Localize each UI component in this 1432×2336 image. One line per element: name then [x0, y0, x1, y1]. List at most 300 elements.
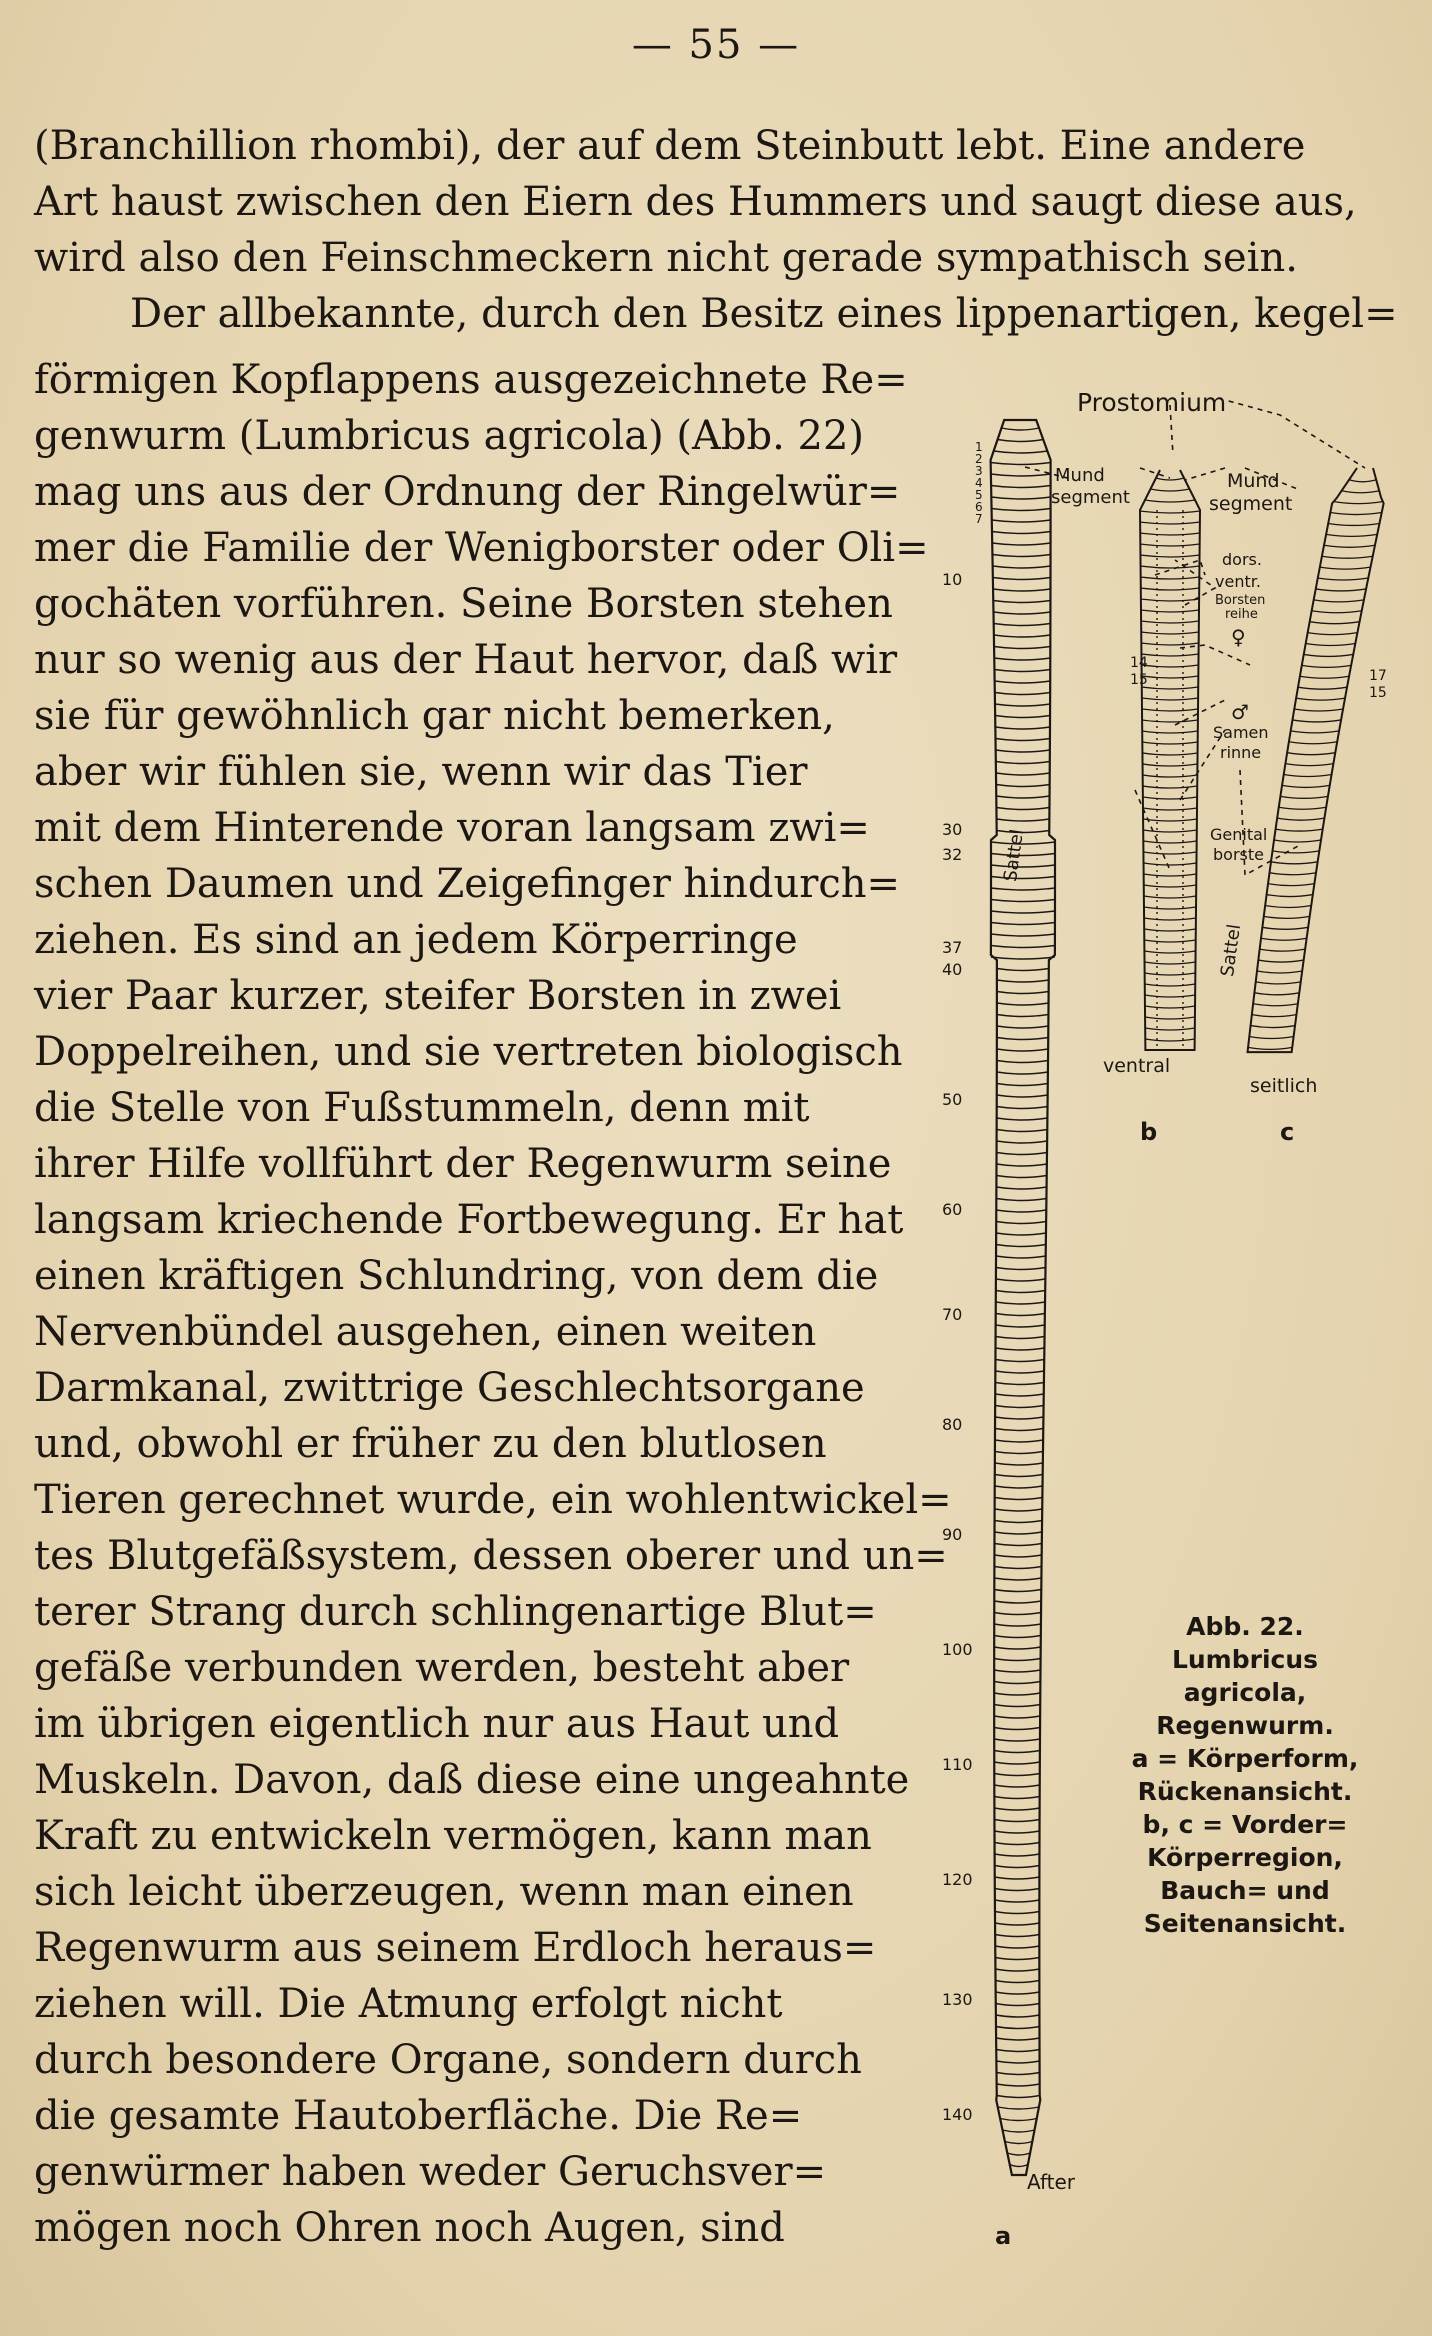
worm-c-segment [1334, 502, 1382, 504]
worm-b-segment [1143, 775, 1198, 777]
caption-title: Abb. 22. [1186, 1612, 1304, 1641]
worm-b-segment [1145, 1006, 1195, 1008]
worm-a-segment [994, 1751, 1040, 1753]
worm-b-segment [1141, 610, 1199, 612]
worm-a-segment [996, 1314, 1045, 1316]
segment-number: 80 [942, 1415, 963, 1434]
text-line: mer die Familie der Wenigborster oder Oli= [34, 525, 929, 571]
worm-a-segment [996, 785, 1050, 787]
worm-a-segment [997, 1095, 1048, 1097]
text-line: Doppelreihen, und sie vertreten biologisch [34, 1029, 903, 1075]
text-line: genwürmer haben weder Geruchsver= [34, 2149, 827, 2195]
worm-a-segment [996, 1210, 1046, 1212]
worm-a-segment [995, 1452, 1043, 1454]
text-line: tes Blutgefäßsystem, dessen oberer und un= [34, 1533, 948, 1579]
worm-c-segment [1292, 720, 1341, 722]
worm-c-segment [1316, 589, 1366, 591]
label-seitlich: seitlich [1250, 1075, 1318, 1097]
caption-line: Seitenansicht. [1143, 1909, 1347, 1938]
worm-a-segment [996, 2027, 1039, 2029]
worm-a-segment [996, 2050, 1039, 2052]
worm-a-segment [995, 1958, 1039, 1960]
label-borsten-2: reihe [1225, 607, 1258, 622]
segment-number: 7 [975, 512, 983, 526]
worm-a-segment [995, 1935, 1039, 1937]
text-line: nur so wenig aus der Haut hervor, daß wir [34, 637, 898, 683]
worm-a-segment [996, 1164, 1046, 1166]
worm-b-segment [1145, 973, 1196, 975]
worm-a-segment [1005, 2142, 1032, 2144]
text-line: Regenwurm aus seinem Erdloch heraus= [34, 1925, 877, 1971]
segment-number-c: 17 [1369, 668, 1387, 684]
segment-number: 2 [975, 452, 983, 466]
segment-number: 32 [942, 845, 963, 864]
worm-a-segment [996, 1302, 1045, 1304]
worm-a-segment [997, 992, 1049, 994]
text-line: terer Strang durch schlingenartige Blut= [34, 1589, 877, 1635]
worm-a-segment [996, 796, 1049, 798]
worm-b-segment [1145, 962, 1196, 964]
label-ventral: ventral [1103, 1055, 1171, 1077]
worm-a-segment [995, 1371, 1044, 1373]
worm-a-segment [991, 923, 1055, 925]
segment-number: 50 [942, 1090, 963, 1109]
worm-c-segment [1270, 873, 1317, 875]
worm-c-segment [1287, 753, 1335, 755]
caption-line: agricola, [1183, 1678, 1307, 1707]
worm-c-segment [1257, 971, 1302, 973]
worm-b-segment [1144, 863, 1197, 865]
worm-a-segment [994, 1613, 1041, 1615]
worm-c-segment [1310, 622, 1360, 624]
worm-a-segment [994, 1762, 1040, 1764]
worm-a-segment [994, 1831, 1039, 1833]
worm-c-lateral-view [1248, 468, 1384, 1052]
text-line: gefäße verbunden werden, besteht aber [34, 1645, 850, 1691]
worm-b-segment [1141, 588, 1199, 590]
worm-a-segment [996, 1981, 1040, 1983]
worm-a-segment [994, 1728, 1040, 1730]
segment-number: 120 [942, 1870, 973, 1889]
worm-a-segment [995, 1348, 1044, 1350]
text-line: mag uns aus der Ordnung der Ringelwür= [34, 469, 901, 515]
text-line: sich leicht überzeugen, wenn man einen [34, 1869, 854, 1915]
text-line: förmigen Kopflappens ausgezeichnete Re= [34, 357, 908, 403]
worm-a-segment [995, 1923, 1039, 1925]
label-dors: dors. [1222, 550, 1262, 569]
worm-c-segment [1308, 633, 1358, 635]
worm-c-segment [1276, 829, 1323, 831]
segment-number: 90 [942, 1525, 963, 1544]
worm-a-segment [997, 1130, 1048, 1132]
worm-a-segment [991, 474, 1051, 476]
worm-c-segment [1296, 698, 1345, 700]
worm-b-segment [1142, 676, 1199, 678]
worm-a-segment [995, 1866, 1040, 1868]
worm-b-segment [1145, 1028, 1195, 1030]
worm-a-segment [997, 1049, 1048, 1051]
worm-a-segment [994, 1682, 1040, 1684]
worm-c-outline [1248, 468, 1384, 1052]
segment-number: 130 [942, 1990, 973, 2009]
worm-a-segment [996, 1256, 1046, 1258]
worm-a-segment [995, 1429, 1043, 1431]
worm-c-segment [1279, 807, 1326, 809]
worm-a-segment [997, 1141, 1048, 1143]
worm-c-segment [1262, 927, 1308, 929]
label-mund-c-1: Mund [1227, 470, 1280, 492]
worm-a-segment [995, 1877, 1040, 1879]
worm-a-segment [996, 1233, 1046, 1235]
worm-b-segment [1142, 709, 1198, 711]
text-line: wird also den Feinschmeckern nicht gerade sympathisch sein. [34, 235, 1298, 281]
worm-b-segment [1141, 599, 1199, 601]
worm-a-segment [994, 635, 1051, 637]
worm-a-segment [994, 1774, 1039, 1776]
worm-c-segment [1330, 513, 1381, 515]
worm-c-segment [1260, 949, 1305, 951]
worm-c-segment [1251, 1026, 1295, 1028]
text-line: Art haust zwischen den Eiern des Hummers und saugt diese aus, [34, 179, 1357, 225]
worm-a-segment [994, 1739, 1040, 1741]
worm-a-segment [994, 1567, 1041, 1569]
figure-caption [1115, 1610, 1375, 1940]
label-sattel-a: Sattel [1000, 827, 1029, 883]
worm-c-segment [1342, 491, 1380, 493]
worm-a-segment [995, 739, 1049, 741]
worm-b-segment [1144, 885, 1197, 887]
worm-a-segment [991, 486, 1050, 488]
worm-b-segment [1143, 764, 1198, 766]
worm-a-segment [995, 1360, 1044, 1362]
worm-b-segment [1141, 632, 1199, 634]
worm-a-segment [996, 762, 1050, 764]
worm-a-segment [997, 1153, 1047, 1155]
worm-a-segment [996, 1291, 1045, 1293]
segment-number: 100 [942, 1640, 973, 1659]
worm-a-segment [998, 2107, 1039, 2109]
worm-a-segment [996, 1187, 1046, 1189]
segment-number: 37 [942, 938, 963, 957]
worm-a-segment [993, 612, 1050, 614]
worm-b-segment [1141, 643, 1198, 645]
caption-line: Regenwurm. [1156, 1711, 1334, 1740]
worm-b-segment [1144, 918, 1196, 920]
worm-c-segment [1300, 676, 1349, 678]
text-line: Muskeln. Davon, daß diese eine ungeahnte [34, 1757, 910, 1803]
worm-a-segment [995, 1475, 1043, 1477]
worm-b-segment [1142, 731, 1198, 733]
worm-a-segment [995, 704, 1050, 706]
worm-a-segment [992, 509, 1051, 511]
worm-a-segment [994, 1590, 1041, 1592]
segment-number-b: 14 [1130, 655, 1148, 671]
worm-a-segment [994, 1693, 1040, 1695]
worm-a-segment [997, 1061, 1048, 1063]
worm-c-segment [1328, 523, 1379, 525]
figure-letter-c: c [1280, 1118, 1295, 1146]
worm-a-segment [994, 1636, 1041, 1638]
worm-b-segment [1145, 1017, 1195, 1019]
segment-number-c: 15 [1369, 685, 1387, 701]
worm-a-segment [994, 647, 1050, 649]
worm-b-segment [1144, 874, 1197, 876]
worm-b-segment [1143, 786, 1197, 788]
worm-c-segment [1282, 785, 1330, 787]
worm-c-segment [1280, 796, 1328, 798]
label-borsten-1: Borsten [1215, 593, 1266, 608]
worm-a-segment [995, 681, 1051, 683]
worm-a-segment [995, 1521, 1043, 1523]
worm-c-segment [1306, 644, 1356, 646]
worm-a-segment [994, 1601, 1041, 1603]
worm-a-segment [994, 1797, 1039, 1799]
text-line: ziehen. Es sind an jedem Körperringe [34, 917, 798, 963]
worm-b-segment [1143, 830, 1197, 832]
worm-b-segment [1145, 500, 1195, 502]
label-mund-c-2: segment [1209, 493, 1293, 515]
worm-c-segment [1349, 480, 1376, 482]
caption-line: b, c = Vorder= [1142, 1810, 1348, 1839]
text-line: einen kräftigen Schlundring, von dem die [34, 1253, 879, 1299]
worm-b-segment [1145, 1039, 1194, 1041]
text-line: ihrer Hilfe vollführt der Regenwurm seine [34, 1141, 892, 1187]
worm-c-segment [1267, 895, 1313, 897]
worm-a-segment [995, 1900, 1039, 1902]
worm-a-segment [991, 946, 1055, 948]
worm-c-segment [1271, 862, 1318, 864]
worm-b-segment [1140, 533, 1200, 535]
segment-number: 3 [975, 464, 983, 478]
worm-a-segment [991, 900, 1055, 902]
worm-a-segment [994, 624, 1051, 626]
label-after: After [1027, 2170, 1076, 2194]
worm-c-segment [1285, 764, 1333, 766]
worm-a-segment [1010, 2165, 1028, 2167]
label-mund-b-1: Mund [1055, 465, 1105, 486]
worm-c-segment [1320, 567, 1371, 569]
worm-a-segment [995, 1509, 1043, 1511]
worm-a-segment [997, 2096, 1040, 2098]
segment-number: 60 [942, 1200, 963, 1219]
worm-c-segment [1304, 654, 1353, 656]
worm-b-segment [1142, 742, 1197, 744]
segment-number: 30 [942, 820, 963, 839]
worm-b-segment [1142, 665, 1199, 667]
worm-c-segment [1264, 916, 1310, 918]
label-sattel-b: Sattel [1217, 922, 1246, 978]
text-line: und, obwohl er früher zu den blutlosen [34, 1421, 827, 1467]
worm-a-segment [995, 1532, 1042, 1534]
worm-a-segment [997, 1107, 1048, 1109]
text-line: (Branchillion rhombi), der auf dem Steinbutt lebt. Eine andere [34, 123, 1306, 169]
caption-line: Körperregion, [1147, 1843, 1343, 1872]
worm-a-segment [992, 532, 1051, 534]
text-line: durch besondere Organe, sondern durch [34, 2037, 862, 2083]
worm-a-segment [994, 1647, 1041, 1649]
worm-a-segment [997, 2084, 1040, 2086]
caption-line: Bauch= und [1160, 1876, 1330, 1905]
worm-a-segment [994, 451, 1048, 453]
worm-a-segment [998, 440, 1044, 442]
worm-a-segment [996, 1245, 1046, 1247]
worm-c-segment [1273, 851, 1320, 853]
worm-a-segment [995, 1969, 1039, 1971]
worm-a-dorsal-view [991, 420, 1055, 2175]
worm-a-segment [996, 808, 1049, 810]
worm-a-segment [994, 1670, 1040, 1672]
worm-a-segment [997, 819, 1050, 821]
text-line: mit dem Hinterende voran langsam zwi= [34, 805, 870, 851]
worm-a-segment [997, 1084, 1048, 1086]
caption-line: a = Körperform, [1131, 1744, 1359, 1773]
segment-number: 110 [942, 1755, 973, 1774]
segment-number: 4 [975, 476, 983, 490]
segment-number: 6 [975, 500, 983, 514]
worm-b-segment [1141, 654, 1198, 656]
worm-a-segment [994, 1820, 1039, 1822]
worm-c-segment [1252, 1015, 1297, 1017]
worm-a-segment [996, 1325, 1045, 1327]
worm-a-segment [991, 911, 1055, 913]
text-line: gochäten vorführen. Seine Borsten stehen [34, 581, 893, 627]
worm-a-segment [996, 1992, 1040, 1994]
worm-c-segment [1324, 545, 1375, 547]
worm-a-segment [991, 934, 1055, 936]
worm-a-segment [991, 888, 1055, 890]
worm-c-segment [1253, 1004, 1298, 1006]
worm-a-segment [994, 1555, 1041, 1557]
worm-c-segment [1298, 687, 1347, 689]
worm-a-segment [995, 1440, 1043, 1442]
page-number: — 55 — [631, 22, 801, 68]
worm-a-segment [995, 1889, 1040, 1891]
worm-a-segment [997, 1003, 1049, 1005]
label-samen-2: rinne [1220, 743, 1262, 762]
text-line: Nervenbündel ausgehen, einen weiten [34, 1309, 817, 1355]
worm-c-segment [1249, 1036, 1293, 1038]
worm-c-segment [1268, 884, 1314, 886]
worm-b-segment [1142, 687, 1198, 689]
text-line: schen Daumen und Zeigefinger hindurch= [34, 861, 901, 907]
worm-b-segment [1144, 896, 1196, 898]
segment-number: 10 [942, 570, 963, 589]
worm-a-segment [996, 1279, 1045, 1281]
worm-b-segment [1143, 852, 1196, 854]
worm-a-segment [995, 1946, 1039, 1948]
worm-a-segment [997, 1118, 1048, 1120]
worm-b-segment [1143, 819, 1197, 821]
worm-c-segment [1261, 938, 1307, 940]
figure-letter-b: b [1140, 1118, 1158, 1146]
segment-number: 70 [942, 1305, 963, 1324]
female-symbol-icon: ♀ [1231, 625, 1246, 649]
worm-b-segment [1141, 577, 1200, 579]
text-line: sie für gewöhnlich gar nicht bemerken, [34, 693, 835, 739]
worm-c-segment [1289, 742, 1337, 744]
worm-b-segment [1141, 621, 1199, 623]
text-line: die gesamte Hautoberfläche. Die Re= [34, 2093, 803, 2139]
worm-b-segment [1142, 720, 1198, 722]
worm-b-segment [1140, 522, 1200, 524]
worm-a-segment [994, 1624, 1041, 1626]
worm-b-segment [1141, 566, 1200, 568]
worm-a-segment [995, 716, 1050, 718]
worm-a-segment [997, 1015, 1049, 1017]
worm-b-segment [1140, 544, 1199, 546]
worm-a-segment [996, 1268, 1046, 1270]
worm-a-segment [995, 1394, 1044, 1396]
label-genital-1: Genital [1210, 825, 1268, 844]
worm-b-segment [1142, 698, 1198, 700]
text-line: genwurm (Lumbricus agricola) (Abb. 22) [34, 413, 865, 459]
worm-a-segment [994, 1544, 1041, 1546]
worm-a-segment [991, 497, 1050, 499]
worm-a-segment [992, 555, 1050, 557]
worm-b-segment [1144, 929, 1196, 931]
worm-b-segment [1143, 808, 1197, 810]
worm-a-segment [994, 1785, 1039, 1787]
text-line: vier Paar kurzer, steifer Borsten in zwei [34, 973, 842, 1019]
text-line: ziehen will. Die Atmung erfolgt nicht [34, 1981, 783, 2027]
worm-b-segment [1144, 940, 1195, 942]
worm-c-segment [1258, 960, 1303, 962]
worm-a-segment [997, 980, 1049, 982]
worm-c-segment [1294, 709, 1343, 711]
caption-line: Rückenansicht. [1137, 1777, 1353, 1806]
worm-a-segment [993, 601, 1050, 603]
worm-a-segment [996, 1199, 1046, 1201]
worm-a-segment [996, 2061, 1039, 2063]
worm-c-segment [1314, 600, 1364, 602]
worm-a-segment [995, 1383, 1044, 1385]
text-line: Kraft zu entwickeln vermögen, kann man [34, 1813, 872, 1859]
worm-a-segment [995, 693, 1050, 695]
segment-number-b: 15 [1130, 672, 1148, 688]
worm-b-segment [1145, 984, 1196, 986]
worm-a-segment [996, 2004, 1040, 2006]
worm-a-segment [996, 2073, 1039, 2075]
worm-b-segment [1143, 797, 1197, 799]
worm-a-segment [993, 578, 1051, 580]
worm-a-segment [997, 969, 1049, 971]
worm-b-segment [1140, 511, 1200, 513]
worm-a-segment [995, 1463, 1043, 1465]
worm-a-segment [997, 1038, 1048, 1040]
worm-a-segment [994, 1808, 1039, 1810]
worm-a-segment [994, 1705, 1040, 1707]
worm-a-segment [997, 1026, 1048, 1028]
worm-a-segment [996, 2038, 1039, 2040]
worm-b-segment [1145, 995, 1195, 997]
worm-a-segment [991, 463, 1051, 465]
worm-c-segment [1322, 556, 1373, 558]
worm-c-segment [1265, 905, 1311, 907]
label-mund-b-2: segment [1051, 487, 1130, 508]
text-line: aber wir fühlen sie, wenn wir das Tier [34, 749, 808, 795]
worm-a-segment [994, 1578, 1041, 1580]
worm-a-segment [992, 520, 1051, 522]
label-prostomium: Prostomium [1077, 388, 1227, 417]
text-line: im übrigen eigentlich nur aus Haut und [34, 1701, 840, 1747]
worm-c-segment [1318, 578, 1369, 580]
worm-a-segment [995, 727, 1050, 729]
worm-a-segment [997, 1072, 1048, 1074]
text-line: Darmkanal, zwittrige Geschlechtsorgane [34, 1365, 865, 1411]
segment-number: 5 [975, 488, 983, 502]
worm-a-segment [996, 1222, 1046, 1224]
worm-c-segment [1326, 534, 1377, 536]
